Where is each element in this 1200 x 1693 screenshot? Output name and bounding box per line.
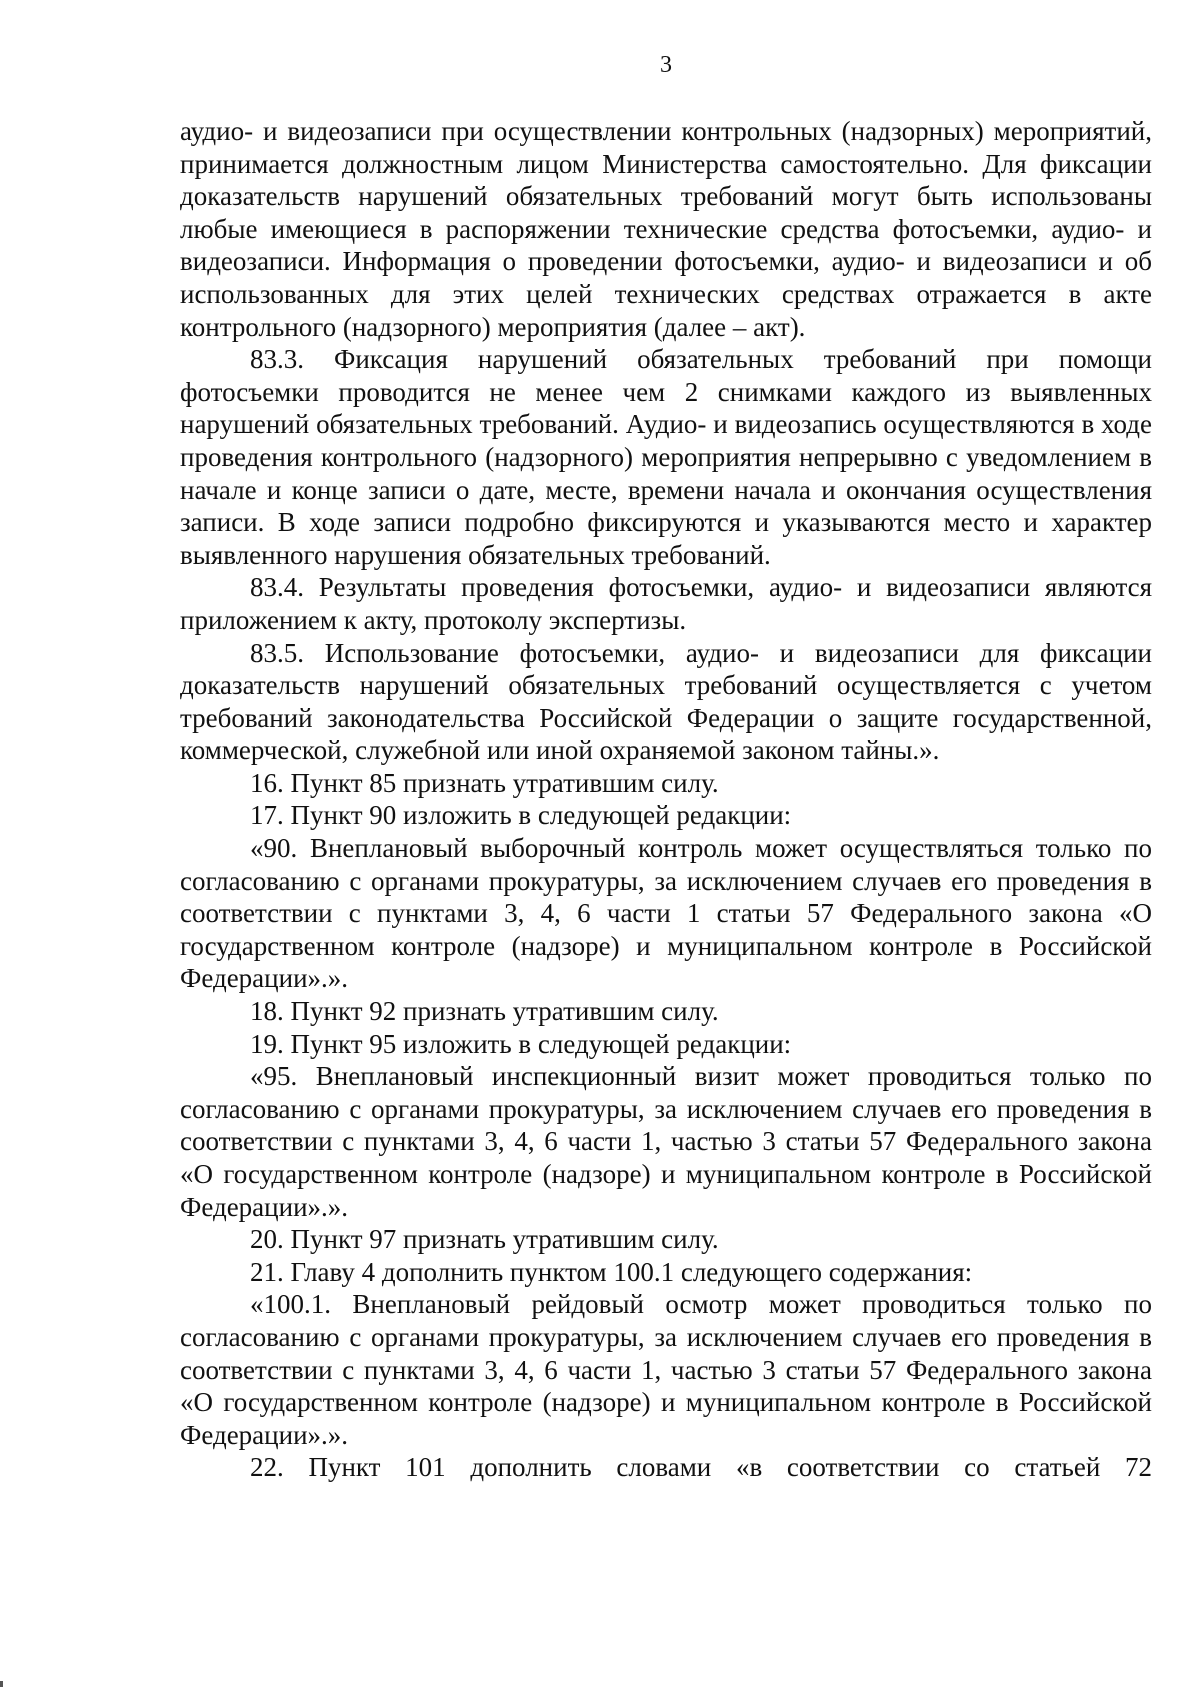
scan-edge-mark bbox=[0, 1681, 3, 1687]
paragraph-83-3: 83.3. Фиксация нарушений обязательных требований при помощи фотосъемки проводится не менее чем 2 снимками каждого из выявленных нарушений обязательных требований. Аудио- и видеозапись осуществляются в ходе проведения контрольного (надзорного) мероприятия непрерывно с уведомлением в начале и конце записи о дате, месте, времени начала и окончания осуществления записи. В ходе записи подробно фиксируются и указываются место и характер выявленного нарушения обязательных требований. bbox=[180, 344, 1152, 570]
paragraph-item-17: 17. Пункт 90 изложить в следующей редакции: bbox=[250, 800, 792, 831]
paragraph-quote-95: «95. Внеплановый инспекционный визит может проводиться только по согласованию с органами прокуратуры, за исключением случаев его проведения в соответствии с пунктами 3, 4, 6 части 1, частью 3 статьи 57 Федерального закона «О государственном контроле (надзоре) и муниципальном контроле в Российской Федерации».». bbox=[180, 1061, 1152, 1222]
paragraph-item-18: 18. Пункт 92 признать утратившим силу. bbox=[250, 996, 719, 1027]
document-body bbox=[180, 115, 1152, 1484]
paragraph-item-16: 16. Пункт 85 признать утратившим силу. bbox=[250, 767, 719, 798]
paragraph-continuation: аудио- и видеозаписи при осуществлении контрольных (надзорных) мероприятий, принимается должностным лицом Министерства самостоятельно. Для фиксации доказательств нарушений обязательных требований могут быть использованы любые имеющиеся в распоряжении технические средства фотосъемки, аудио- и видеозаписи. Информация о проведении фотосъемки, аудио- и видеозаписи и об использованных для этих целей технических средствах отражается в акте контрольного (надзорного) мероприятия (далее – акт). bbox=[180, 116, 1152, 342]
paragraph-item-22: 22. Пункт 101 дополнить словами «в соответствии со статьей 72 bbox=[250, 1452, 1152, 1483]
paragraph-quote-100-1: «100.1. Внеплановый рейдовый осмотр может проводиться только по согласованию с органами прокуратуры, за исключением случаев его проведения в соответствии с пунктами 3, 4, 6 части 1, частью 3 статьи 57 Федерального закона «О государственном контроле (надзоре) и муниципальном контроле в Российской Федерации».». bbox=[180, 1289, 1152, 1450]
paragraph-83-5: 83.5. Использование фотосъемки, аудио- и видеозаписи для фиксации доказательств нарушений обязательных требований осуществляется с учетом требований законодательства Российской Федерации о защите государственной, коммерческой, служебной или иной охраняемой законом тайны.». bbox=[180, 637, 1152, 766]
paragraph-item-21: 21. Главу 4 дополнить пунктом 100.1 следующего содержания: bbox=[250, 1256, 973, 1287]
paragraph-83-4: 83.4. Результаты проведения фотосъемки, аудио- и видеозаписи являются приложением к акту, протоколу экспертизы. bbox=[180, 572, 1152, 635]
paragraph-item-19: 19. Пункт 95 изложить в следующей редакции: bbox=[250, 1028, 792, 1059]
page-number: 3 bbox=[660, 52, 672, 78]
paragraph-item-20: 20. Пункт 97 признать утратившим силу. bbox=[250, 1224, 719, 1255]
paragraph-quote-90: «90. Внеплановый выборочный контроль может осуществляться только по согласованию с органами прокуратуры, за исключением случаев его проведения в соответствии с пунктами 3, 4, 6 части 1 статьи 57 Федерального закона «О государственном контроле (надзоре) и муниципальном контроле в Российской Федерации».». bbox=[180, 833, 1152, 994]
